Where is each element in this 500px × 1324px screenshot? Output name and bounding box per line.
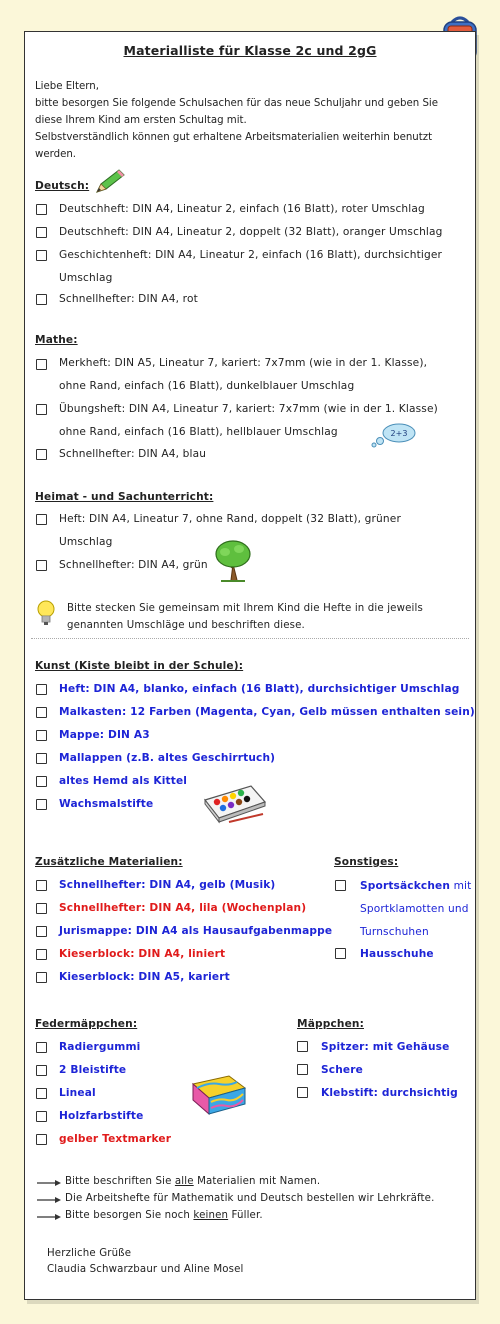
math-bubble-icon bbox=[369, 422, 417, 448]
checkbox[interactable] bbox=[36, 1042, 47, 1053]
checkbox[interactable] bbox=[36, 1065, 47, 1076]
checkbox[interactable] bbox=[36, 204, 47, 215]
note-1-post: Materialien mit Namen. bbox=[193, 1176, 321, 1187]
intro-line1: bitte besorgen Sie folgende Schulsachen für das neue Schuljahr und geben Sie diese Ihrem Kind am ersten Schultag mit. bbox=[35, 98, 439, 126]
checkbox[interactable] bbox=[36, 449, 47, 460]
checkbox[interactable] bbox=[297, 1064, 308, 1075]
list-item: Kieserblock: DIN A4, liniert bbox=[59, 948, 226, 960]
list-item-sport-bold: Sportsäckchen bbox=[360, 880, 451, 892]
checkbox[interactable] bbox=[335, 880, 346, 891]
list-item: Hausschuhe bbox=[360, 948, 434, 960]
list-item: Holzfarbstifte bbox=[59, 1110, 144, 1122]
list-item: Schnellhefter: DIN A4, blau bbox=[59, 448, 207, 460]
checkbox[interactable] bbox=[36, 684, 47, 695]
list-item: Mappe: DIN A3 bbox=[59, 729, 150, 741]
note-3-underlined: keinen bbox=[193, 1210, 229, 1221]
page-title: Materialliste für Klasse 2c und 2gG bbox=[123, 43, 377, 58]
checkbox[interactable] bbox=[36, 799, 47, 810]
math-bubble-text: 2+3 bbox=[390, 429, 408, 438]
section-heading-kunst: Kunst (Kiste bleibt in der Schule): bbox=[35, 660, 244, 672]
arrow-icon bbox=[37, 1213, 61, 1221]
lightbulb-icon bbox=[35, 598, 57, 628]
list-item-sport-rest: mit bbox=[450, 880, 472, 892]
sponge-icon bbox=[189, 1072, 249, 1118]
divider bbox=[31, 638, 469, 639]
list-item-continued: ohne Rand, einfach (16 Blatt), hellblauer Umschlag bbox=[59, 426, 338, 438]
checkbox[interactable] bbox=[36, 359, 47, 370]
list-item: Geschichtenheft: DIN A4, Lineatur 2, einfach (16 Blatt), durchsichtiger bbox=[59, 249, 443, 261]
list-item-continued: Umschlag bbox=[59, 272, 113, 284]
list-item: Heft: DIN A4, blanko, einfach (16 Blatt), durchsichtiger Umschlag bbox=[59, 683, 460, 695]
checkbox[interactable] bbox=[36, 227, 47, 238]
list-item: Deutschheft: DIN A4, Lineatur 2, einfach (16 Blatt), roter Umschlag bbox=[59, 203, 425, 215]
list-item: gelber Textmarker bbox=[59, 1133, 172, 1145]
material-list-sheet bbox=[24, 31, 476, 1300]
checkbox[interactable] bbox=[36, 1088, 47, 1099]
checkbox[interactable] bbox=[36, 730, 47, 741]
note-3 bbox=[65, 1210, 263, 1221]
checkbox[interactable] bbox=[36, 880, 47, 891]
list-item: Heft: DIN A4, Lineatur 7, ohne Rand, doppelt (32 Blatt), grüner bbox=[59, 513, 401, 525]
tree-icon bbox=[213, 538, 253, 582]
checkbox[interactable] bbox=[36, 776, 47, 787]
note-1 bbox=[65, 1176, 320, 1187]
list-item-sport bbox=[360, 880, 471, 892]
note-2: Die Arbeitshefte für Mathematik und Deutsch bestellen wir Lehrkräfte. bbox=[65, 1193, 435, 1204]
list-item-continued: Sportklamotten und bbox=[360, 903, 469, 915]
intro-line2: Selbstverständlich können gut erhaltene Arbeitsmaterialien weiterhin benutzt werden. bbox=[35, 132, 433, 160]
checkbox[interactable] bbox=[335, 948, 346, 959]
checkbox[interactable] bbox=[36, 250, 47, 261]
list-item-continued: Turnschuhen bbox=[360, 926, 429, 938]
section-heading-maeppchen: Mäppchen: bbox=[297, 1018, 364, 1030]
intro-text bbox=[35, 78, 465, 163]
intro-greeting: Liebe Eltern, bbox=[35, 81, 99, 92]
checkbox[interactable] bbox=[36, 753, 47, 764]
arrow-icon bbox=[37, 1179, 61, 1187]
list-item: Mallappen (z.B. altes Geschirrtuch) bbox=[59, 752, 276, 764]
arrow-icon bbox=[37, 1196, 61, 1204]
hint-line2: genannten Umschläge und beschriften diese. bbox=[67, 620, 305, 631]
list-item: 2 Bleistifte bbox=[59, 1064, 127, 1076]
checkbox[interactable] bbox=[36, 404, 47, 415]
list-item: Lineal bbox=[59, 1087, 96, 1099]
section-heading-deutsch: Deutsch: bbox=[35, 180, 90, 192]
closing-signature: Claudia Schwarzbaur und Aline Mosel bbox=[47, 1264, 244, 1275]
checkbox[interactable] bbox=[36, 294, 47, 305]
section-heading-sonstiges: Sonstiges: bbox=[334, 856, 399, 868]
checkbox[interactable] bbox=[36, 972, 47, 983]
list-item: Übungsheft: DIN A4, Lineatur 7, kariert: 7x7mm (wie in der 1. Klasse) bbox=[59, 403, 438, 415]
paintbox-icon bbox=[199, 778, 271, 824]
pencil-icon bbox=[93, 168, 127, 196]
list-item: Schnellhefter: DIN A4, lila (Wochenplan) bbox=[59, 902, 307, 914]
list-item: Jurismappe: DIN A4 als Hausaufgabenmappe bbox=[59, 925, 333, 937]
list-item: Radiergummi bbox=[59, 1041, 141, 1053]
checkbox[interactable] bbox=[36, 707, 47, 718]
note-3-pre: Bitte besorgen Sie noch bbox=[65, 1210, 194, 1221]
list-item: Schnellhefter: DIN A4, rot bbox=[59, 293, 198, 305]
checkbox[interactable] bbox=[297, 1041, 308, 1052]
note-1-underlined: alle bbox=[174, 1176, 194, 1187]
closing-greeting: Herzliche Grüße bbox=[47, 1248, 132, 1259]
list-item: altes Hemd als Kittel bbox=[59, 775, 188, 787]
list-item: Spitzer: mit Gehäuse bbox=[321, 1041, 450, 1053]
section-heading-zusatz: Zusätzliche Materialien: bbox=[35, 856, 183, 868]
list-item: Malkasten: 12 Farben (Magenta, Cyan, Gelb müssen enthalten sein) bbox=[59, 706, 475, 718]
note-1-pre: Bitte beschriften Sie bbox=[65, 1176, 175, 1187]
checkbox[interactable] bbox=[36, 560, 47, 571]
list-item-continued: Umschlag bbox=[59, 536, 113, 548]
hint-line1: Bitte stecken Sie gemeinsam mit Ihrem Kind die Hefte in die jeweils bbox=[67, 603, 423, 614]
list-item: Klebstift: durchsichtig bbox=[321, 1087, 458, 1099]
list-item: Kieserblock: DIN A5, kariert bbox=[59, 971, 230, 983]
checkbox[interactable] bbox=[297, 1087, 308, 1098]
list-item: Schere bbox=[321, 1064, 363, 1076]
section-heading-federmaeppchen: Federmäppchen: bbox=[35, 1018, 138, 1030]
list-item: Deutschheft: DIN A4, Lineatur 2, doppelt (32 Blatt), oranger Umschlag bbox=[59, 226, 443, 238]
note-3-post: Füller. bbox=[228, 1210, 263, 1221]
list-item-continued: ohne Rand, einfach (16 Blatt), dunkelblauer Umschlag bbox=[59, 380, 355, 392]
checkbox[interactable] bbox=[36, 926, 47, 937]
list-item: Wachsmalstifte bbox=[59, 798, 154, 810]
section-heading-mathe: Mathe: bbox=[35, 334, 78, 346]
list-item: Merkheft: DIN A5, Lineatur 7, kariert: 7x7mm (wie in der 1. Klasse), bbox=[59, 357, 428, 369]
checkbox[interactable] bbox=[36, 949, 47, 960]
list-item: Schnellhefter: DIN A4, grün bbox=[59, 559, 208, 571]
checkbox[interactable] bbox=[36, 1134, 47, 1145]
checkbox[interactable] bbox=[36, 1111, 47, 1122]
section-heading-heimat: Heimat - und Sachunterricht: bbox=[35, 491, 214, 503]
checkbox[interactable] bbox=[36, 514, 47, 525]
list-item: Schnellhefter: DIN A4, gelb (Musik) bbox=[59, 879, 276, 891]
checkbox[interactable] bbox=[36, 903, 47, 914]
